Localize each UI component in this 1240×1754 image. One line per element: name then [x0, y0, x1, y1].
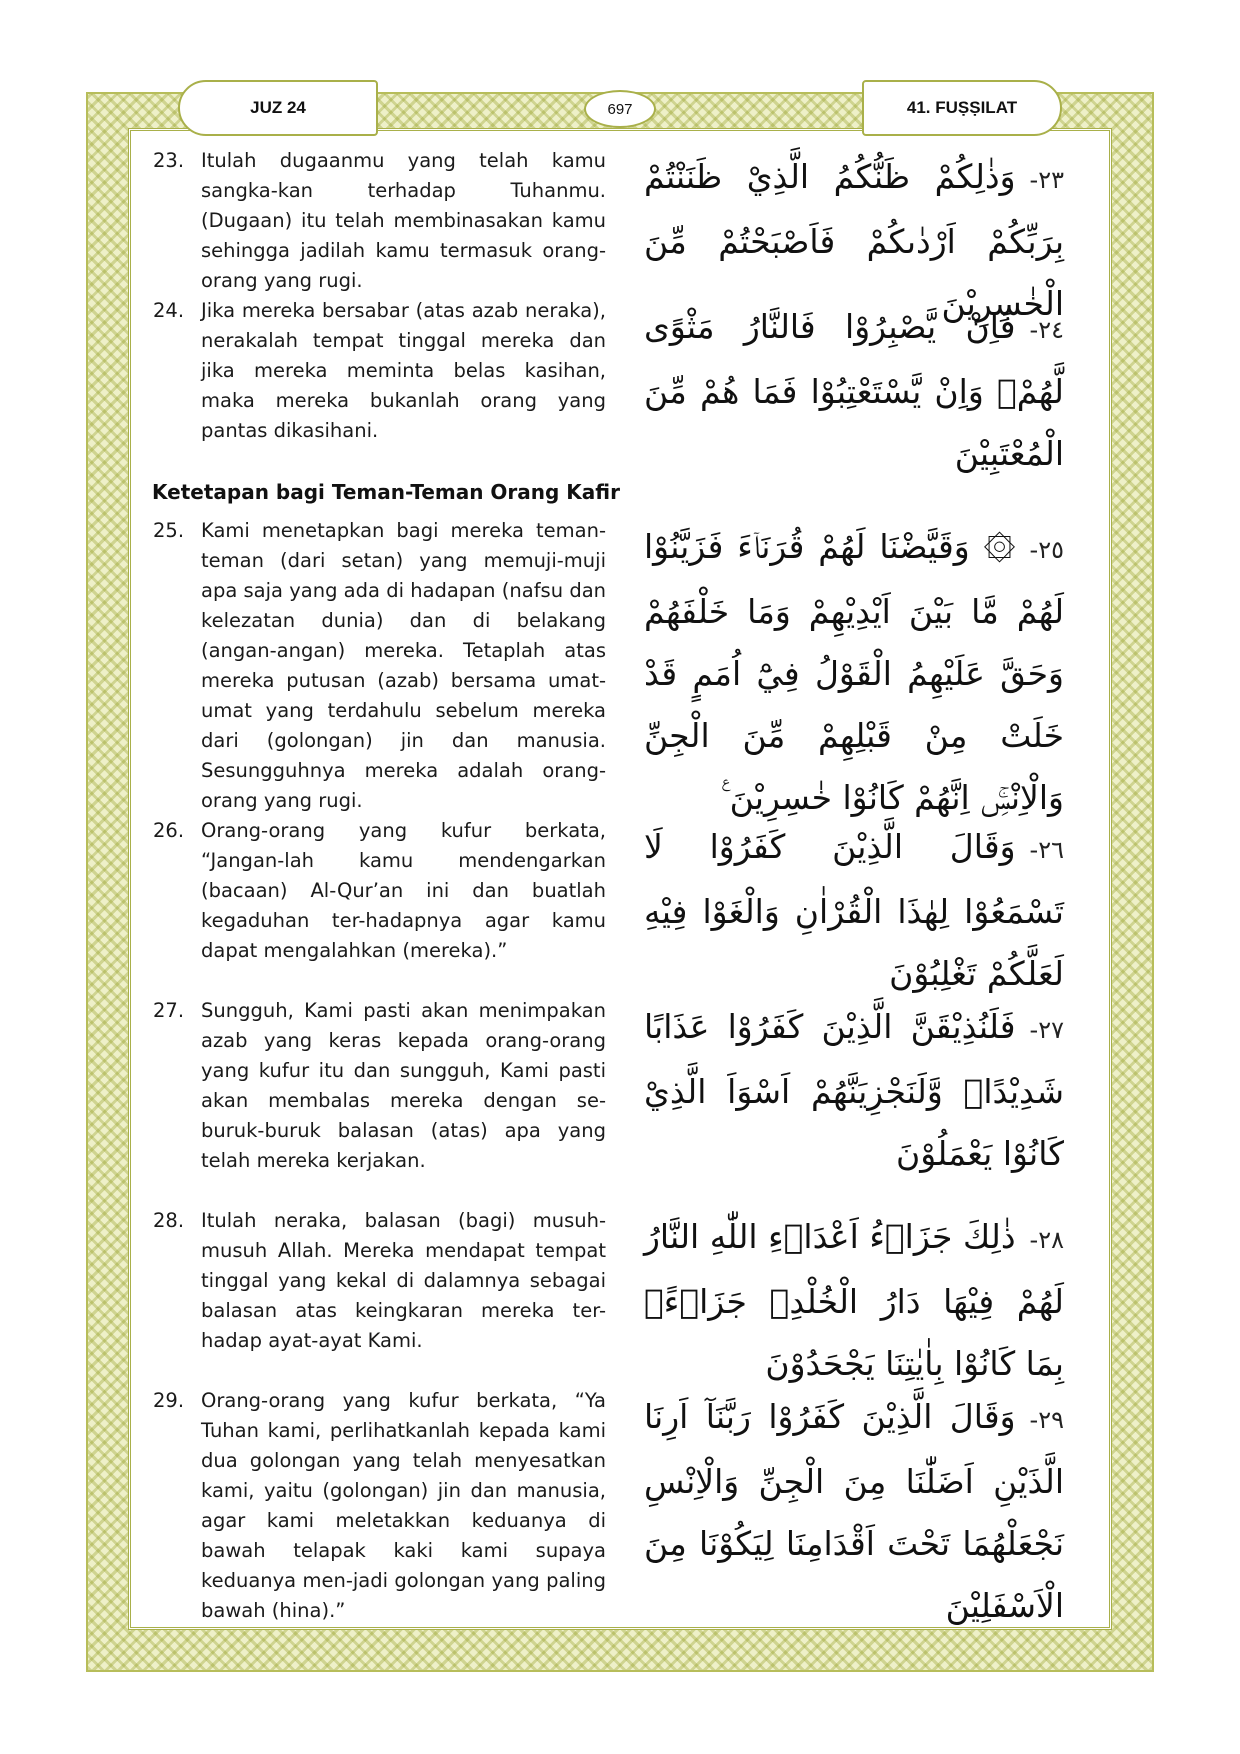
arabic-verse-number: ٢٣- [1029, 166, 1064, 194]
translation [150, 996, 606, 1176]
arabic-text [644, 996, 1064, 1185]
verse-text: Jika mereka bersabar (atas azab neraka), nerakalah tempat tinggal mereka dan jika mereka meminta belas kasihan, maka mereka bukanlah orang yang pantas dikasihani. [201, 299, 606, 442]
arabic-verse-number: ٢٧- [1029, 1016, 1064, 1044]
verse-text: Itulah neraka, balasan (bagi) musuh-musuh Allah. Mereka mendapat tempat tinggal yang kekal di dalamnya sebagai balasan atas keingkaran mereka ter-hadap ayat-ayat Kami. [201, 1209, 606, 1352]
verse-text: Orang-orang yang kufur berkata, “Jangan-lah kamu mendengarkan (bacaan) Al-Qur’an ini dan buatlah kegaduhan ter-hadapnya agar kamu dapat mengalahkan (mereka).” [201, 819, 606, 962]
arabic-text [644, 1206, 1064, 1395]
verse-number: 29. [153, 1389, 185, 1412]
verse-number: 27. [153, 999, 185, 1022]
translation [150, 1386, 606, 1626]
arabic-verse: ذٰلِكَ جَزَاۤءُ اَعْدَاۤءِ اللّٰهِ النَّارُ لَهُمْ فِيْهَا دَارُ الْخُلْدِۗ جَزَاۤءًۢ بِمَا كَانُوْا بِاٰيٰتِنَا يَجْحَدُوْنَ [644, 1217, 1064, 1383]
verse-number: 28. [153, 1209, 185, 1232]
arabic-verse-number: ٢٦- [1029, 836, 1064, 864]
arabic-verse: فَلَنُذِيْقَنَّ الَّذِيْنَ كَفَرُوْا عَذَابًا شَدِيْدًاۙ وَّلَنَجْزِيَنَّهُمْ اَسْوَاَ الَّذِيْ كَانُوْا يَعْمَلُوْنَ [644, 1007, 1064, 1173]
arabic-verse: ۞ وَقَيَّضْنَا لَهُمْ قُرَنَاۤءَ فَزَيَّنُوْا لَهُمْ مَّا بَيْنَ اَيْدِيْهِمْ وَمَا خَلْفَهُمْ وَحَقَّ عَلَيْهِمُ الْقَوْلُ فِيْٓ اُمَمٍ قَدْ خَلَتْ مِنْ قَبْلِهِمْ مِّنَ الْجِنِّ وَالْاِنْسِۚ اِنَّهُمْ كَانُوْا خٰسِرِيْنَ ࣖ [644, 527, 1064, 817]
section-heading: Ketetapan bagi Teman-Teman Orang Kafir [152, 480, 620, 504]
verse-text: Kami menetapkan bagi mereka teman-teman (dari setan) yang memuji-muji apa saja yang ada di hadapan (nafsu dan kelezatan dunia) dan di belakang (angan-angan) mereka. Tetaplah atas mereka putusan (azab) bersama umat-umat yang terdahulu sebelum mereka dari (golongan) jin dan manusia. Sesungguhnya mereka adalah orang-orang yang rugi. [201, 519, 606, 812]
verse-number: 25. [153, 519, 185, 542]
arabic-verse-number: ٢٤- [1029, 316, 1064, 344]
verse-number: 26. [153, 819, 185, 842]
translation [150, 296, 606, 446]
arabic-verse-number: ٢٥- [1029, 536, 1064, 564]
verse-number: 23. [153, 149, 185, 172]
page-number: 697 [584, 90, 656, 128]
translation [150, 146, 606, 296]
arabic-text [644, 516, 1064, 829]
translation [150, 1206, 606, 1356]
verse-text: Itulah dugaanmu yang telah kamu sangka-kan terhadap Tuhanmu. (Dugaan) itu telah membinasakan kamu sehingga jadilah kamu termasuk orang-orang yang rugi. [201, 149, 606, 292]
translation [150, 816, 606, 966]
verse-number: 24. [153, 299, 185, 322]
arabic-verse: وَذٰلِكُمْ ظَنُّكُمُ الَّذِيْ ظَنَنْتُمْ بِرَبِّكُمْ اَرْدٰىكُمْ فَاَصْبَحْتُمْ مِّنَ الْخٰسِرِيْنَ [644, 157, 1064, 323]
verse-text: Orang-orang yang kufur berkata, “Ya Tuhan kami, perlihatkanlah kepada kami dua golongan yang telah menyesatkan kami, yaitu (golongan) jin dan manusia, agar kami meletakkan keduanya di bawah telapak kaki kami supaya keduanya men-jadi golongan yang paling bawah (hina).” [201, 1389, 606, 1622]
arabic-text [644, 296, 1064, 485]
surah-label: 41. FUṢṢILAT [862, 80, 1062, 136]
arabic-verse: وَقَالَ الَّذِيْنَ كَفَرُوْا لَا تَسْمَعُوْا لِهٰذَا الْقُرْاٰنِ وَالْغَوْا فِيْهِ لَعَلَّكُمْ تَغْلِبُوْنَ [644, 827, 1064, 993]
arabic-text [644, 1386, 1064, 1637]
arabic-verse: فَاِنْ يَّصْبِرُوْا فَالنَّارُ مَثْوًى لَّهُمْۚ وَاِنْ يَّسْتَعْتِبُوْا فَمَا هُمْ مِّنَ الْمُعْتَبِيْنَ [644, 307, 1064, 473]
arabic-verse: وَقَالَ الَّذِيْنَ كَفَرُوْا رَبَّنَآ اَرِنَا الَّذَيْنِ اَضَلّٰنَا مِنَ الْجِنِّ وَالْاِنْسِ نَجْعَلْهُمَا تَحْتَ اَقْدَامِنَا لِيَكُوْنَا مِنَ الْاَسْفَلِيْنَ [644, 1397, 1064, 1625]
arabic-text [644, 816, 1064, 1005]
arabic-verse-number: ٢٨- [1029, 1226, 1064, 1254]
verse-text: Sungguh, Kami pasti akan menimpakan azab yang keras kepada orang-orang yang kufur itu dan sungguh, Kami pasti akan membalas mereka dengan se-buruk-buruk balasan (atas) apa yang telah mereka kerjakan. [201, 999, 606, 1172]
juz-label: JUZ 24 [178, 80, 378, 136]
arabic-verse-number: ٢٩- [1029, 1406, 1064, 1434]
translation [150, 516, 606, 816]
